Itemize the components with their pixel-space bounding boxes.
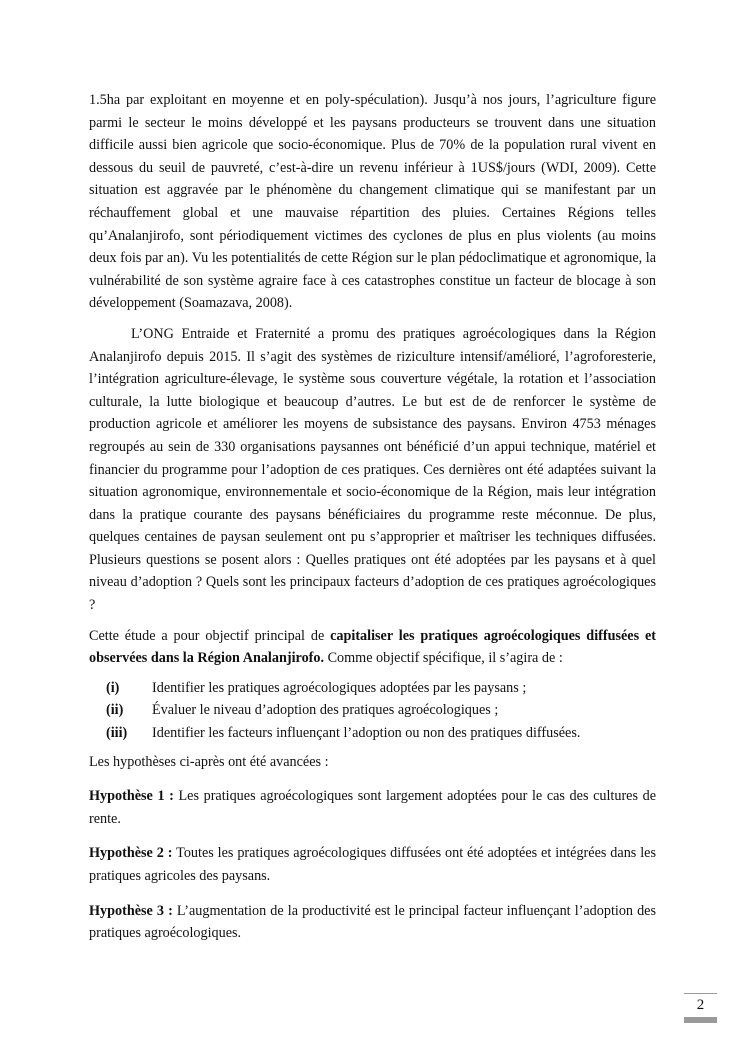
list-item [89, 677, 656, 700]
hypothesis-3 [89, 900, 656, 945]
hypothesis-label: Hypothèse 3 : [89, 902, 173, 919]
objective-number: (iii) [106, 725, 128, 742]
objective-intro: Cette étude a pour objectif principal de [89, 627, 331, 644]
page-number: 2 [696, 997, 705, 1013]
paragraph-objective [89, 625, 656, 670]
hypothesis-text: Toutes les pratiques agroécologiques diffusées ont été adoptées et intégrées dans les pratiques agricoles des paysans. [89, 845, 656, 884]
page-number-bar [684, 1017, 717, 1023]
objective-text: Identifier les facteurs influençant l’adoption ou non des pratiques diffusées. [152, 725, 581, 742]
specific-objectives-list [89, 677, 656, 745]
objective-number: (i) [106, 679, 120, 696]
objective-outro: Comme objectif spécifique, il s’agira de : [324, 650, 563, 667]
list-item [89, 699, 656, 722]
objective-text: Identifier les pratiques agroécologiques adoptées par les paysans ; [152, 679, 527, 696]
objective-text: Évaluer le niveau d’adoption des pratiques agroécologiques ; [152, 702, 499, 719]
paragraph-ong-program: L’ONG Entraide et Fraternité a promu des pratiques agroécologiques dans la Région Analanjirofo depuis 2015. Il s’agit des systèmes de riziculture intensif/amélioré, l’agroforesterie, l’intégration agriculture-élevage, le système sous couverture végétale, la rotation et l’association culturale, la lutte biologique et beaucoup d’autres. Le but est de de renforcer le système de production agricole et améliorer les moyens de subsistance des paysans. Environ 4753 ménages regroupés au sein de 330 organisations paysannes ont bénéficié d’un appui technique, matériel et financier du programme pour l’adoption de ces pratiques. Ces dernières ont été adaptées suivant la situation agronomique, environnementale et socio-économique de la Région, mais leur intégration dans la pratique courante des paysans bénéficiaires du programme reste méconnue. De plus, quelques centaines de paysan seulement ont pu s’approprier et maîtriser les techniques diffusées. Plusieurs questions se posent alors : Quelles pratiques ont été adoptées par les paysans et à quel niveau d’adoption ? Quels sont les principaux facteurs d’adoption de ces pratiques agroécologiques ? [89, 325, 656, 614]
paragraph-hypotheses-intro: Les hypothèses ci-après ont été avancées : [89, 753, 329, 770]
objective-number: (ii) [106, 702, 124, 719]
hypothesis-label: Hypothèse 2 : [89, 845, 173, 862]
paragraph-context: 1.5ha par exploitant en moyenne et en poly-spéculation). Jusqu’à nos jours, l’agriculture figure parmi le secteur le moins développé et les paysans producteurs se trouvent dans une situation difficile aussi bien agricole que socio-économique. Plus de 70% de la population rural vivent en dessous du seuil de pauvreté, c’est-à-dire un revenu inférieur à 1US$/jours (WDI, 2009). Cette situation est aggravée par le phénomène du changement climatique qui se manifestant par un réchauffement global et une mauvaise répartition des pluies. Certaines Régions telles qu’Analanjirofo, sont périodiquement victimes des cyclones de plus en plus violents (au moins deux fois par an). Vu les potentialités de cette Région sur le plan pédoclimatique et agronomique, la vulnérabilité de son système agraire face à ces catastrophes constitue un facteur de blocage à son développement (Soamazava, 2008). [89, 92, 656, 312]
page-number-box [684, 993, 717, 1023]
page-number-divider [684, 993, 717, 994]
hypothesis-label: Hypothèse 1 : [89, 788, 174, 805]
objective-main: capitaliser les pratiques agroécologiques diffusées et observées dans la Région Analanjirofo. [89, 627, 656, 667]
page-content [89, 89, 656, 945]
hypothesis-text: L’augmentation de la productivité est le principal facteur influençant l’adoption des pratiques agroécologiques. [89, 902, 656, 942]
list-item [89, 722, 656, 745]
hypothesis-text: Les pratiques agroécologiques sont largement adoptées pour le cas des cultures de rente. [89, 788, 656, 827]
hypothesis-1 [89, 785, 656, 830]
hypothesis-2 [89, 842, 656, 887]
